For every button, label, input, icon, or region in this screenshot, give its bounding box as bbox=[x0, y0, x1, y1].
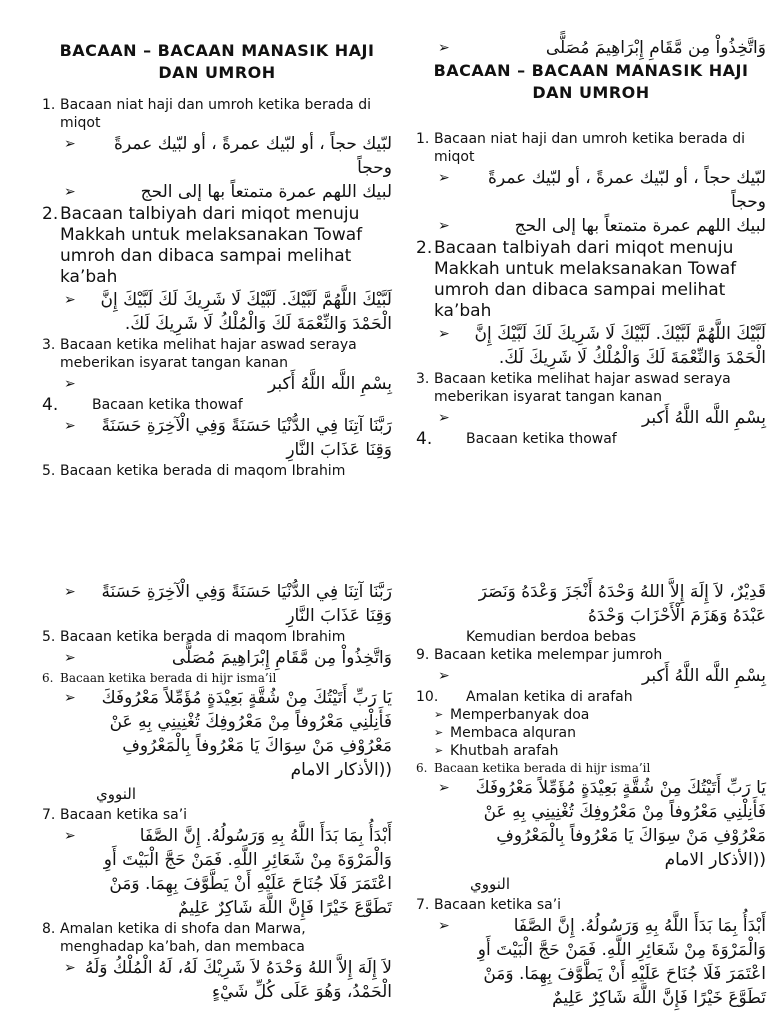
arabic-bullet: ➢ بِسْمِ اللَّه اللَّهُ أَكبر bbox=[64, 374, 392, 394]
item-text: Amalan ketika di arafah bbox=[466, 689, 633, 705]
list-bullet: ➢ Khutbah arafah bbox=[434, 743, 559, 759]
item-text: Bacaan ketika thowaf bbox=[92, 397, 243, 413]
arabic-bullet: ➢ يَا رَبِّ أَتَيْتُكَ مِنْ شُقَّةٍ بَعِيْدَةٍ مُؤَمِّلاً مَعْرُوفَكَ فَأَنِلْنِي مَعْرُوفاً مِنْ مَعْرُوفِكَ تُغْنِينِي بِهِ عَنْ مَعْرُوْفِ مَنْ سِوَاكَ يَا مَعْرُوفاً بِالْمَعْرُوفِ ((الأذكار الامام bbox=[64, 688, 392, 780]
arabic-line-end: النووي bbox=[96, 785, 136, 803]
list-item-5: 5. Bacaan ketika berada di maqom Ibrahim bbox=[42, 463, 346, 479]
item-text: Bacaan ketika melempar jumroh bbox=[434, 647, 663, 663]
item-text: Bacaan niat haji dan umroh ketika berada di miqot bbox=[434, 131, 745, 165]
list-item-8: 8. Amalan ketika di shofa dan Marwa, menghadap ka’bah, dan membaca bbox=[42, 921, 306, 955]
list-item-4: 4. Bacaan ketika thowaf bbox=[416, 429, 617, 449]
arabic-bullet: ➢ رَبَّنَا آتِنَا فِي الدُّنْيَا حَسَنَةً وَفِي الْآخِرَةِ حَسَنَةً وَقِنَا عَذَابَ النَّارِ bbox=[64, 582, 392, 626]
page1-right-column bbox=[416, 36, 766, 448]
page-title: BACAAN – BACAAN MANASIK HAJI DAN UMROH bbox=[433, 61, 749, 102]
item-text: Bacaan ketika thowaf bbox=[466, 431, 617, 447]
list-item-9: 9. Bacaan ketika melempar jumroh bbox=[416, 647, 663, 663]
item-text: Bacaan ketika melihat hajar aswad seraya meberikan isyarat tangan kanan bbox=[60, 337, 357, 371]
page-title: BACAAN – BACAAN MANASIK HAJI DAN UMROH bbox=[59, 41, 375, 82]
list-item-1: 1. Bacaan niat haji dan umroh ketika berada di miqot bbox=[416, 131, 745, 165]
list-item-5: 5. Bacaan ketika berada di maqom Ibrahim bbox=[42, 629, 346, 645]
item-text: Bacaan ketika sa’i bbox=[60, 807, 188, 823]
arabic-bullet: ➢ يَا رَبِّ أَتَيْتُكَ مِنْ شُقَّةٍ بَعِيْدَةٍ مُؤَمِّلاً مَعْرُوفَكَ فَأَنِلْنِي مَعْرُوفاً مِنْ مَعْرُوفِكَ تُغْنِينِي بِهِ عَنْ مَعْرُوْفِ مَنْ سِوَاكَ يَا مَعْرُوفاً بِالْمَعْرُوفِ ((الأذكار الامام bbox=[438, 778, 766, 870]
item-text: Bacaan ketika melihat hajar aswad seraya meberikan isyarat tangan kanan bbox=[434, 371, 731, 405]
page2-left-column bbox=[42, 580, 392, 1004]
item-text: Bacaan ketika berada di hijr isma’il bbox=[60, 671, 277, 685]
list-bullet: ➢ Memperbanyak doa bbox=[434, 707, 590, 723]
arabic-bullet: ➢ بِسْمِ اللَّه اللَّهُ أَكبر bbox=[438, 666, 766, 686]
arabic-bullet: ➢ لبيك اللهم عمرة متمتعاً بها إلى الحج bbox=[438, 216, 766, 236]
item-text: Bacaan talbiyah dari miqot menuju Makkah untuk melaksanakan Towaf umroh dan dibaca sampai melihat ka’bah bbox=[434, 238, 737, 321]
list-item-10: 10. Amalan ketika di arafah bbox=[416, 689, 633, 705]
arabic-bullet: ➢ وَاتَّخِذُواْ مِن مَّقَامِ إِبْرَاهِيمَ مُصَلًّى bbox=[438, 38, 766, 58]
list-bullet: ➢ Membaca alquran bbox=[434, 725, 576, 741]
arabic-continuation: قَدِيْرٌ، لاَ إِلَهَ إِلاَّ اللهُ وَحْدَهُ أَنْجَزَ وَعْدَهُ وَنَصَرَ عَبْدَهُ وَهَزَمَ الْأَحْزَابَ وَحْدَهُ bbox=[478, 582, 766, 626]
list-item-6: 6. Bacaan ketika berada di hijr isma’il bbox=[42, 671, 277, 685]
list-item-2: 2. Bacaan talbiyah dari miqot menuju Makkah untuk melaksanakan Towaf umroh dan dibaca sampai melihat ka’bah bbox=[416, 238, 737, 321]
arabic-bullet: ➢ لَبَّيْكَ اللَّهُمَّ لَبَّيْكَ. لَبَّيْكَ لَا شَرِيكَ لَكَ لَبَّيْكَ إِنَّ الْحَمْدَ وَالنِّعْمَةَ لَكَ وَالْمُلْكُ لَا شَرِيكَ لَكَ. bbox=[438, 324, 766, 368]
arabic-bullet: ➢ وَاتَّخِذُواْ مِن مَّقَامِ إِبْرَاهِيمَ مُصَلًّى bbox=[64, 648, 392, 668]
arabic-bullet: ➢ لبّيك حجاً ، أو لبّيك عمرةً ، أو لبّيك عمرةً وحجاً bbox=[64, 134, 392, 178]
arabic-bullet: ➢ لَبَّيْكَ اللَّهُمَّ لَبَّيْكَ. لَبَّيْكَ لَا شَرِيكَ لَكَ لَبَّيْكَ إِنَّ الْحَمْدَ وَالنِّعْمَةَ لَكَ وَالْمُلْكُ لَا شَرِيكَ لَكَ. bbox=[64, 290, 392, 334]
page1-left-column bbox=[42, 40, 392, 480]
arabic-bullet: ➢ أَبْدَأُ بِمَا بَدَأَ اللَّهُ بِهِ وَرَسُولُهُ. إِنَّ الصَّفَا وَالْمَرْوَةَ مِنْ شَعَائِرِ اللَّهِ. فَمَنْ حَجَّ الْبَيْتَ أَوِ اعْتَمَرَ فَلَا جُنَاحَ عَلَيْهِ أَنْ يَطَّوَّفَ بِهِمَا. وَمَنْ تَطَوَّعَ خَيْرًا فَإِنَّ اللَّهَ شَاكِرٌ عَلِيمٌ bbox=[64, 826, 392, 918]
item-text: Bacaan talbiyah dari miqot menuju Makkah untuk melaksanakan Towaf umroh dan dibaca sampai melihat ka’bah bbox=[60, 204, 363, 287]
item-text: Bacaan ketika berada di maqom Ibrahim bbox=[60, 629, 346, 645]
list-item-7: 7. Bacaan ketika sa’i bbox=[416, 897, 562, 913]
list-item-3: 3. Bacaan ketika melihat hajar aswad seraya meberikan isyarat tangan kanan bbox=[416, 371, 731, 405]
arabic-bullet: ➢ بِسْمِ اللَّه اللَّهُ أَكبر bbox=[438, 408, 766, 428]
page2-right-column bbox=[416, 580, 766, 1010]
item-text: Bacaan ketika berada di maqom Ibrahim bbox=[60, 463, 346, 479]
arabic-bullet: ➢ لاَ إِلَهَ إِلاَّ اللهُ وَحْدَهُ لاَ شَرِيْكَ لَهُ، لَهُ الْمُلْكُ وَلَهُ الْحَمْدُ، وَهُوَ عَلَى كُلِّ شَيْءٍ bbox=[64, 958, 392, 1002]
arabic-line-end: النووي bbox=[470, 875, 510, 893]
list-item-7: 7. Bacaan ketika sa’i bbox=[42, 807, 188, 823]
arabic-bullet: ➢ رَبَّنَا آتِنَا فِي الدُّنْيَا حَسَنَةً وَفِي الْآخِرَةِ حَسَنَةً وَقِنَا عَذَابَ النَّارِ bbox=[64, 416, 392, 460]
arabic-bullet: ➢ لبيك اللهم عمرة متمتعاً بها إلى الحج bbox=[64, 182, 392, 202]
arabic-bullet: ➢ لبّيك حجاً ، أو لبّيك عمرةً ، أو لبّيك عمرةً وحجاً bbox=[438, 168, 766, 212]
item-text: Amalan ketika di shofa dan Marwa, menghadap ka’bah, dan membaca bbox=[60, 921, 306, 955]
item-text: Bacaan niat haji dan umroh ketika berada di miqot bbox=[60, 97, 371, 131]
continuation-text: Kemudian berdoa bebas bbox=[466, 629, 637, 645]
list-item-2: 2. Bacaan talbiyah dari miqot menuju Makkah untuk melaksanakan Towaf umroh dan dibaca sampai melihat ka’bah bbox=[42, 204, 363, 287]
item-text: Bacaan ketika sa’i bbox=[434, 897, 562, 913]
item-text: Bacaan ketika berada di hijr isma’il bbox=[434, 761, 651, 775]
arabic-bullet: ➢ أَبْدَأُ بِمَا بَدَأَ اللَّهُ بِهِ وَرَسُولُهُ. إِنَّ الصَّفَا وَالْمَرْوَةَ مِنْ شَعَائِرِ اللَّهِ. فَمَنْ حَجَّ الْبَيْتَ أَوِ اعْتَمَرَ فَلَا جُنَاحَ عَلَيْهِ أَنْ يَطَّوَّفَ بِهِمَا. وَمَنْ تَطَوَّعَ خَيْرًا فَإِنَّ اللَّهَ شَاكِرٌ عَلِيمٌ bbox=[438, 916, 766, 1008]
list-item-6: 6. Bacaan ketika berada di hijr isma’il bbox=[416, 761, 651, 775]
list-item-4: 4. Bacaan ketika thowaf bbox=[42, 395, 243, 415]
list-item-1: 1. Bacaan niat haji dan umroh ketika berada di miqot bbox=[42, 97, 371, 131]
list-item-3: 3. Bacaan ketika melihat hajar aswad seraya meberikan isyarat tangan kanan bbox=[42, 337, 357, 371]
